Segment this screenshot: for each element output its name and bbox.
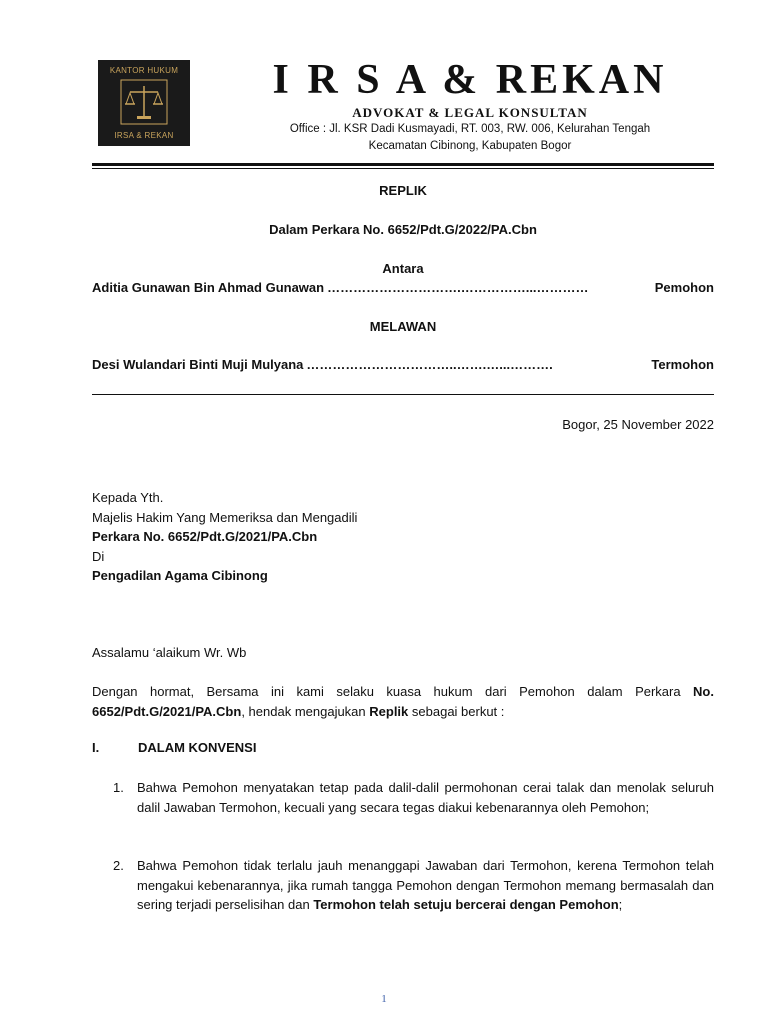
list-item-text-block bbox=[137, 856, 714, 915]
intro-part2: , hendak mengajukan bbox=[241, 703, 370, 719]
case-number-heading: Dalam Perkara No. 6652/Pdt.G/2022/PA.Cbn bbox=[269, 222, 537, 237]
respondent-dots: ……………………………..…….…...………. bbox=[306, 357, 553, 372]
section-heading bbox=[92, 740, 256, 755]
separator-rule bbox=[92, 394, 714, 395]
list-item-end: ; bbox=[618, 897, 623, 912]
applicant-dots: ………………………….……………...………… bbox=[327, 280, 589, 295]
logo-bottom-text: IRSA & REKAN bbox=[114, 131, 174, 140]
list-item-bold-text: Termohon telah setuju bercerai dengan Pemohon bbox=[313, 897, 619, 912]
section-title: DALAM KONVENSI bbox=[138, 740, 257, 755]
firm-subtitle: ADVOKAT & LEGAL KONSULTAN bbox=[352, 105, 588, 120]
firm-name: I R S A & REKAN bbox=[272, 57, 668, 103]
recipient-di: Di bbox=[92, 549, 105, 564]
document-title: REPLIK bbox=[379, 183, 427, 198]
list-item bbox=[113, 856, 714, 915]
scales-of-justice-icon bbox=[119, 78, 169, 126]
list-item-number: 1. bbox=[113, 780, 124, 795]
recipient-to: Kepada Yth. bbox=[92, 490, 164, 505]
recipient-line2: Majelis Hakim Yang Memeriksa dan Mengadili bbox=[92, 510, 358, 525]
logo-top-text: KANTOR HUKUM bbox=[109, 66, 179, 75]
firm-address-line2: Kecamatan Cibinong, Kabupaten Bogor bbox=[368, 140, 572, 152]
page-number: 1 bbox=[381, 993, 387, 1005]
intro-case-number: No. 6652/Pdt.G/2021/PA.Cbn bbox=[92, 684, 714, 719]
intro-part1: Dengan hormat, Bersama ini kami selaku kuasa hukum dari Pemohon dalam Perkara bbox=[92, 684, 694, 699]
between-label: Antara bbox=[382, 261, 424, 276]
greeting: Assalamu ‘alaikum Wr. Wb bbox=[92, 645, 247, 660]
respondent-line bbox=[92, 357, 714, 372]
recipient-case: Perkara No. 6652/Pdt.G/2021/PA.Cbn bbox=[92, 529, 318, 544]
intro-part3: sebagai berkut : bbox=[408, 703, 505, 719]
list-item-text: Bahwa Pemohon tidak terlalu jauh menanggapi Jawaban dari Termohon, kerena Termohon telah mengakui kebenarannya, jika rumah tangga Pemohon dengan Termohon memang bermasalah dan sering terjadi perselisihan dan bbox=[137, 858, 714, 912]
applicant-name: Aditia Gunawan Bin Ahmad Gunawan bbox=[92, 280, 325, 295]
letterhead-rule-thin bbox=[92, 168, 714, 169]
respondent-role: Termohon bbox=[651, 357, 714, 372]
list-item-text: Bahwa Pemohon menyatakan tetap pada dalil-dalil permohonan cerai talak dan menolak seluruh dalil Jawaban Termohon, kecuali yang secara tegas diakui kebenarannya oleh Pemohon; bbox=[137, 780, 714, 815]
applicant-role: Pemohon bbox=[654, 280, 714, 295]
respondent-name: Desi Wulandari Binti Muji Mulyana bbox=[92, 357, 304, 372]
applicant-line bbox=[92, 280, 714, 295]
letterhead-rule-thick bbox=[92, 163, 714, 166]
letter-date: Bogor, 25 November 2022 bbox=[562, 417, 714, 432]
against-label: MELAWAN bbox=[369, 319, 437, 334]
intro-paragraph bbox=[92, 682, 714, 721]
firm-logo bbox=[98, 60, 190, 146]
intro-replik: Replik bbox=[369, 703, 409, 719]
list-item-number: 2. bbox=[113, 858, 124, 873]
section-number: I. bbox=[92, 740, 100, 755]
recipient-court: Pengadilan Agama Cibinong bbox=[92, 568, 268, 583]
list-item bbox=[113, 778, 714, 817]
firm-address-line1: Office : Jl. KSR Dadi Kusmayadi, RT. 003, RW. 006, Kelurahan Tengah bbox=[289, 123, 651, 135]
